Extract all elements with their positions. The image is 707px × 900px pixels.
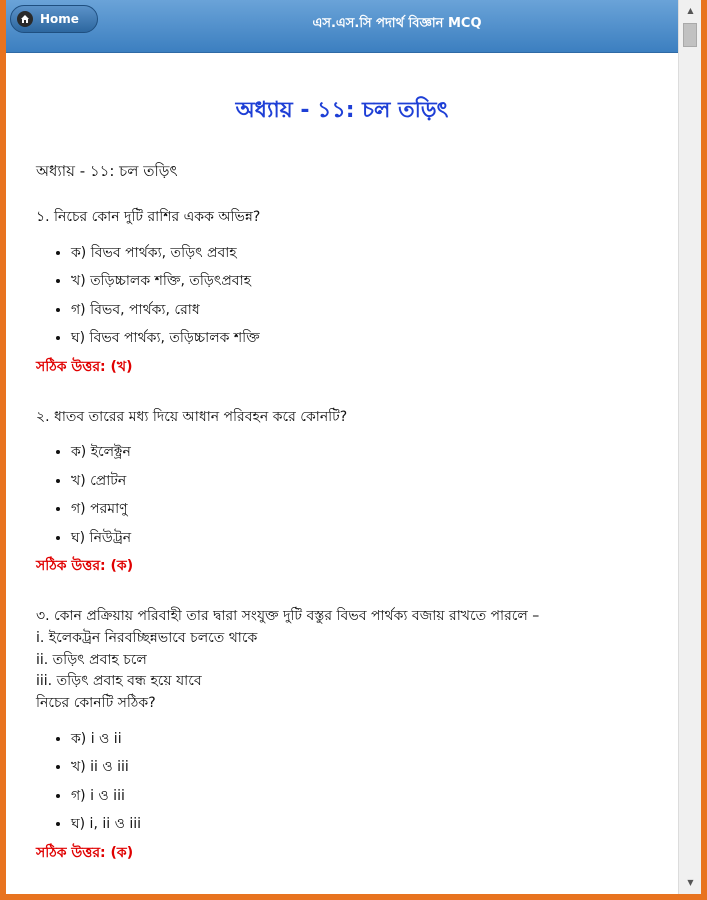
- option-item: • ঘ) নিউট্রন: [71, 524, 648, 553]
- question-text: ২. ধাতব তারের মধ্য দিয়ে আধান পরিবহন করে কোনটি?: [36, 408, 348, 425]
- question-block-1: [36, 207, 648, 379]
- option-item: • গ) পরমাণু: [71, 495, 648, 524]
- home-button[interactable]: [10, 5, 98, 33]
- main-content: [6, 53, 678, 893]
- option-list: [36, 725, 648, 839]
- question-text: [36, 606, 648, 714]
- header-bar: [6, 0, 678, 53]
- home-button-label: Home: [40, 12, 79, 26]
- option-list: [36, 239, 648, 353]
- vertical-scrollbar[interactable]: [678, 0, 701, 894]
- scroll-thumb[interactable]: [683, 23, 697, 47]
- option-item: • ক) i ও ii: [71, 725, 648, 754]
- question-line: ৩. কোন প্রক্রিয়ায় পরিবাহী তার দ্বারা সংযুক্ত দুটি বস্তুর বিভব পার্থক্য বজায় রাখতে পারলে –: [36, 608, 540, 625]
- option-item: • ঘ) বিভব পার্থক্য, তড়িচ্চালক শক্তি: [71, 324, 648, 353]
- correct-answer: সঠিক উত্তর: (খ): [36, 358, 133, 375]
- page-title: অধ্যায় - ১১: চল তড়িৎ: [235, 98, 449, 123]
- app-frame: [6, 0, 701, 894]
- scroll-down-arrow-icon[interactable]: ▼: [687, 877, 694, 887]
- option-item: • খ) ii ও iii: [71, 753, 648, 782]
- question-block-2: [36, 407, 648, 579]
- question-line: iii. তড়িৎ প্রবাহ বন্ধ হয়ে যাবে: [36, 673, 202, 690]
- option-item: • গ) i ও iii: [71, 782, 648, 811]
- question-line: নিচের কোনটি সঠিক?: [36, 695, 156, 712]
- option-item: • খ) প্রোটন: [71, 467, 648, 496]
- correct-answer: সঠিক উত্তর: (ক): [36, 844, 134, 861]
- option-list: [36, 438, 648, 552]
- option-item: • খ) তড়িচ্চালক শক্তি, তড়িৎপ্রবাহ: [71, 267, 648, 296]
- question-line: i. ইলেকট্রন নিরবচ্ছিন্নভাবে চলতে থাকে: [36, 630, 258, 647]
- question-block-3: [36, 606, 648, 864]
- correct-answer: সঠিক উত্তর: (ক): [36, 558, 134, 575]
- option-item: • গ) বিভব, পার্থক্য, রোধ: [71, 296, 648, 325]
- option-item: • ক) বিভব পার্থক্য, তড়িৎ প্রবাহ: [71, 239, 648, 268]
- question-line: ii. তড়িৎ প্রবাহ চলে: [36, 651, 147, 668]
- option-item: • ঘ) i, ii ও iii: [71, 810, 648, 839]
- option-item: • ক) ইলেক্ট্রন: [71, 438, 648, 467]
- header-title: এস.এস.সি পদার্থ বিজ্ঞান MCQ: [312, 16, 482, 31]
- home-icon: [17, 11, 33, 27]
- chapter-subtitle: অধ্যায় - ১১: চল তড়িৎ: [36, 162, 178, 180]
- question-text: ১. নিচের কোন দুটি রাশির একক অভিন্ন?: [36, 209, 261, 225]
- scroll-up-arrow-icon[interactable]: ▲: [687, 5, 694, 15]
